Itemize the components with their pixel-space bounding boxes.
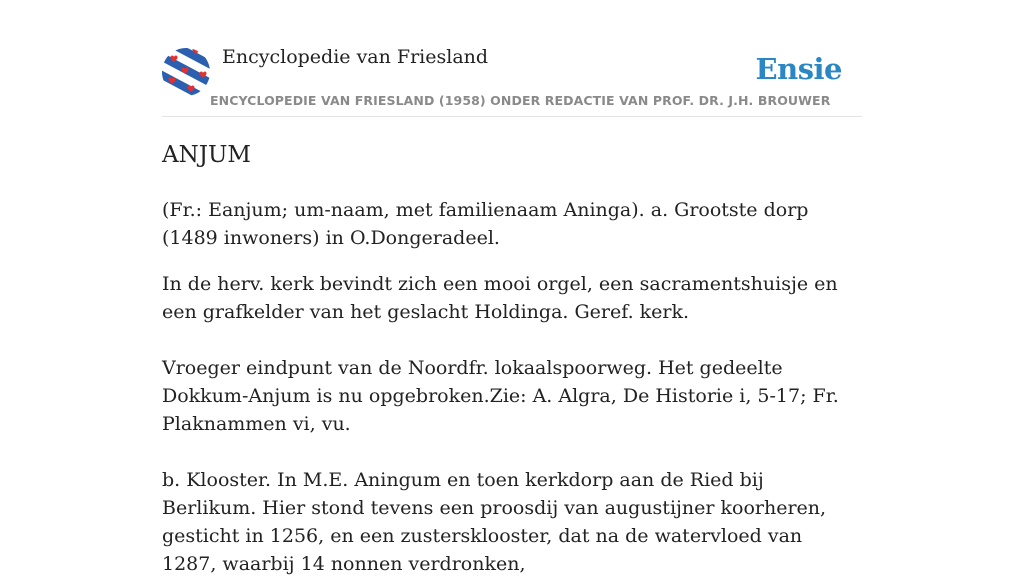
site-title[interactable]: Encyclopedie van Friesland <box>222 46 489 68</box>
paragraph-spacer <box>162 438 862 466</box>
site-subtitle: ENCYCLOPEDIE VAN FRIESLAND (1958) ONDER REDACTIE VAN PROF. DR. J.H. BROUWER <box>210 93 831 108</box>
paragraph-spacer <box>162 326 862 354</box>
article-paragraph: b. Klooster. In M.E. Aningum en toen kerkdorp aan de Ried bij Berlikum. Hier stond tevens een proosdij van augustijner koorheren, gesticht in 1256, en een zustersklooster, dat na de watervloed van 1287, waarbij 14 nonnen verdronken, <box>162 469 827 575</box>
article <box>162 138 862 578</box>
site-header <box>162 46 862 117</box>
article-paragraph: In de herv. kerk bevindt zich een mooi orgel, een sacramentshuisje en een grafkelder van het geslacht Holdinga. Geref. kerk. <box>162 273 838 323</box>
article-title: ANJUM <box>162 142 251 168</box>
brand-logo[interactable]: Ensie <box>755 52 842 86</box>
article-paragraph: Vroeger eindpunt van de Noordfr. lokaalspoorweg. Het gedeelte Dokkum-Anjum is nu opgebroken.Zie: A. Algra, De Historie i, 5-17; Fr. Plaknammen vi, vu. <box>162 357 839 435</box>
article-paragraph: (Fr.: Eanjum; um-naam, met familienaam Aninga). a. Grootste dorp (1489 inwoners) in O.Dongeradeel. <box>162 199 809 249</box>
frisian-flag-icon[interactable] <box>162 48 210 96</box>
